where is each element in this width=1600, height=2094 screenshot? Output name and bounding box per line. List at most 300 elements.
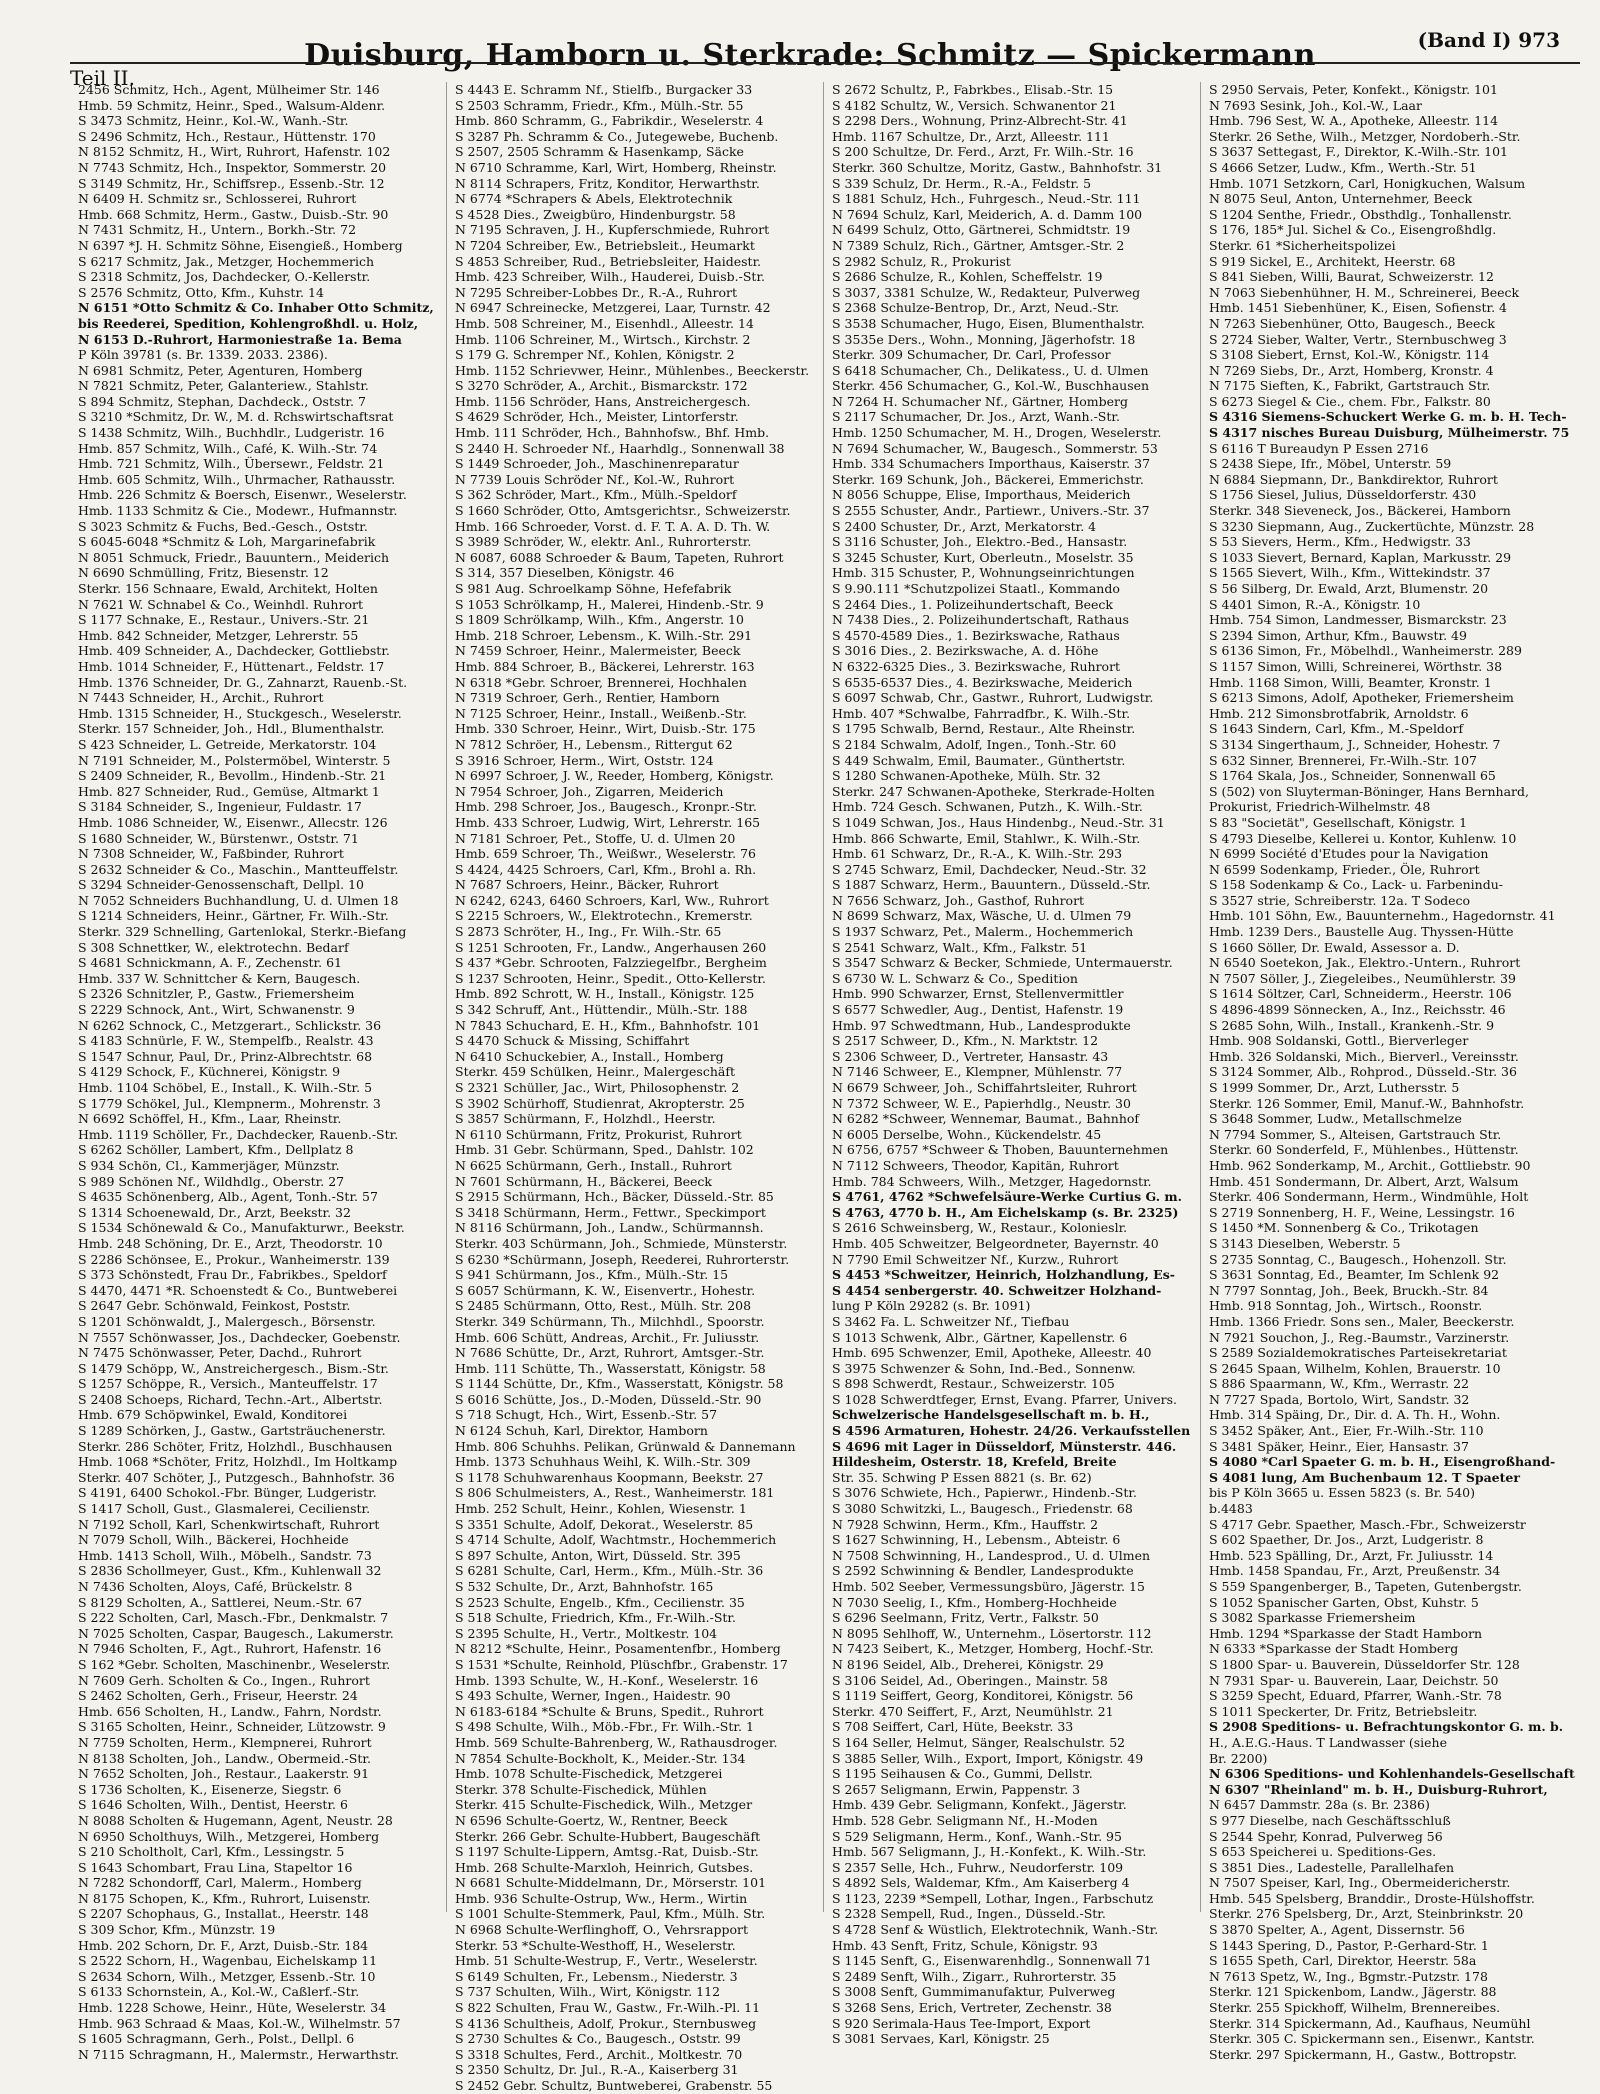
directory-entry: N 8114 Schrapers, Fritz, Konditor, Herwarthstr. — [455, 175, 760, 191]
directory-entry: Hmb. 656 Scholten, H., Landw., Fahrn, Nordstr. — [78, 1703, 382, 1719]
directory-entry: Sterkr. 403 Schürmann, Joh., Schmiede, Münsterstr. — [455, 1235, 788, 1251]
directory-entry: S 2357 Selle, Hch., Fuhrw., Neudorferstr. 109 — [832, 1859, 1124, 1875]
directory-entry: N 7921 Souchon, J., Reg.-Baumstr., Varzinerstr. — [1209, 1329, 1510, 1345]
directory-entry: S 1011 Speckerter, Dr. Fritz, Betriebsleitr. — [1209, 1703, 1478, 1719]
directory-entry: S 4443 E. Schramm Nf., Stielfb., Burgacker 33 — [455, 82, 753, 97]
directory-entry: Hmb. 754 Simon, Landmesser, Bismarckstr. 23 — [1209, 612, 1507, 628]
directory-entry: S 2719 Sonnenberg, H. F., Weine, Lessingstr. 16 — [1209, 1204, 1515, 1220]
directory-entry: N 7656 Schwarz, Joh., Gasthof, Ruhrort — [832, 892, 1085, 908]
directory-entry: Hmb. 508 Schreiner, M., Eisenhdl., Alleestr. 14 — [455, 315, 754, 331]
directory-entry: S 6133 Schornstein, A., Kol.-W., Caßlerf.-Str. — [78, 1984, 360, 2000]
directory-entry: S 1204 Senthe, Friedr., Obsthdlg., Tonhallenstr. — [1209, 206, 1512, 222]
directory-entry: S 1289 Schörken, J., Gastw., Gartsträuchenerstr. — [78, 1423, 386, 1439]
directory-entry: S 1144 Schütte, Dr., Kfm., Wasserstatt, Königstr. 58 — [455, 1376, 784, 1392]
directory-entry: S 2589 Sozialdemokratisches Parteisekretariat — [1209, 1345, 1507, 1361]
directory-entry: Hmb. 806 Schuhhs. Pelikan, Grünwald & Dannemann — [455, 1438, 796, 1454]
directory-entry: S 1013 Schwenk, Albr., Gärtner, Kapellenstr. 6 — [832, 1329, 1128, 1345]
directory-entry: S 1157 Simon, Willi, Schreinerei, Wörthstr. 38 — [1209, 658, 1503, 674]
directory-entry: S 2395 Schulte, H., Vertr., Moltkestr. 104 — [455, 1625, 718, 1641]
directory-entry: S 210 Scholtholt, Carl, Kfm., Lessingstr. 5 — [78, 1844, 345, 1860]
directory-entry: S 1881 Schulz, Hch., Fuhrgesch., Neud.-Str. 111 — [832, 191, 1141, 207]
directory-entry: Hmb. 1078 Schulte-Fischedick, Metzgerei — [455, 1766, 723, 1782]
directory-entry: S 2306 Schweer, D., Vertreter, Hansastr. 43 — [832, 1048, 1109, 1064]
directory-entry: S 8129 Scholten, A., Sattlerei, Neum.-Str. 67 — [78, 1594, 363, 1610]
directory-entry: S 4183 Schnürle, F. W., Stempelfb., Realstr. 43 — [78, 1033, 374, 1049]
directory-entry: N 6499 Schulz, Otto, Gärtnerei, Schmidtstr. 19 — [832, 222, 1131, 238]
directory-entry: S 162 *Gebr. Scholten, Maschinenbr., Weselerstr. — [78, 1656, 391, 1672]
directory-entry: S 2368 Schulze-Bentrop, Dr., Arzt, Neud.-Str. — [832, 300, 1120, 316]
directory-entry: S 894 Schmitz, Stephan, Dachdeck., Oststr. 7 — [78, 393, 366, 409]
directory-entry: N 7790 Emil Schweitzer Nf., Kurzw., Ruhrort — [832, 1251, 1119, 1267]
directory-entry: S 1145 Senft, G., Eisenwarenhdlg., Sonnenwall 71 — [832, 1953, 1152, 1969]
directory-column-3 — [824, 82, 1201, 2047]
directory-entry: S 2915 Schürmann, Hch., Bäcker, Düsseld.-Str. 85 — [455, 1189, 774, 1205]
directory-entry: Hmb. 1451 Siebenhüner, K., Eisen, Sofienstr. 4 — [1209, 300, 1507, 316]
directory-entry: Hmb. 1315 Schneider, H., Stuckgesch., Weselerstr. — [78, 705, 402, 721]
directory-entry: S 4793 Dieselbe, Kellerei u. Kontor, Kuhlenw. 10 — [1209, 830, 1517, 846]
directory-entry: S 1049 Schwan, Jos., Haus Hindenbg., Neud.-Str. 31 — [832, 814, 1165, 830]
directory-entry: S 3184 Schneider, S., Ingenieur, Fuldastr. 17 — [78, 799, 362, 815]
directory-entry: N 6950 Scholthuys, Wilh., Metzgerei, Homberg — [78, 1828, 380, 1844]
directory-entry: S 3870 Spelter, A., Agent, Dissernstr. 56 — [1209, 1922, 1465, 1938]
directory-entry: S 1660 Schröder, Otto, Amtsgerichtsr., Schweizerstr. — [455, 503, 791, 519]
directory-entry: Hmb. 918 Sonntag, Joh., Wirtsch., Roonstr. — [1209, 1298, 1483, 1314]
directory-entry: S 339 Schulz, Dr. Herm., R.-A., Feldstr. 5 — [832, 175, 1092, 191]
directory-entry: Hmb. 1119 Schöller, Fr., Dachdecker, Rauenb.-Str. — [78, 1126, 399, 1142]
directory-entry: S 1534 Schönewald & Co., Manufakturwr., Beekstr. — [78, 1220, 405, 1236]
directory-entry: N 6540 Soetekon, Jak., Elektro.-Untern., Ruhrort — [1209, 955, 1521, 971]
directory-entry: Sterkr. 314 Spickermann, Ad., Kaufhaus, Neumühl — [1209, 2015, 1531, 2031]
directory-entry: Hmb. 248 Schöning, Dr. E., Arzt, Theodorstr. 10 — [78, 1235, 383, 1251]
directory-entry: N 8056 Schuppe, Elise, Importhaus, Meiderich — [832, 487, 1131, 503]
directory-entry: S 2438 Siepe, Ifr., Möbel, Unterstr. 59 — [1209, 456, 1452, 472]
directory-entry: S 493 Schulte, Werner, Ingen., Haidestr. 90 — [455, 1688, 731, 1704]
directory-entry: S 1237 Schrooten, Heinr., Spedit., Otto-Kellerstr. — [455, 970, 766, 986]
directory-entry: S 2409 Schneider, R., Bevollm., Hindenb.-Str. 21 — [78, 768, 387, 784]
directory-entry: N 7821 Schmitz, Peter, Galanteriew., Stahlstr. — [78, 378, 369, 394]
directory-entry: S 3851 Dies., Ladestelle, Parallelhafen — [1209, 1859, 1455, 1875]
directory-entry: S 3268 Sens, Erich, Vertreter, Zechenstr. 38 — [832, 2000, 1112, 2016]
directory-entry: N 7192 Scholl, Karl, Schenkwirtschaft, Ruhrort — [78, 1516, 380, 1532]
directory-entry: S 1028 Schwerdtfeger, Ernst, Evang. Pfarrer, Univers. — [832, 1391, 1177, 1407]
directory-entry: S 2523 Schulte, Engelb., Kfm., Cecilienstr. 35 — [455, 1594, 745, 1610]
directory-entry: S 4635 Schönenberg, Alb., Agent, Tonh.-Str. 57 — [78, 1189, 378, 1205]
directory-entry: S 1605 Schragmann, Gerh., Polst., Dellpl. 6 — [78, 2031, 355, 2047]
directory-entry: N 8088 Scholten & Hugemann, Agent, Neustr. 28 — [78, 1812, 393, 1828]
directory-entry: S 2686 Schulze, R., Kohlen, Scheffelstr. 19 — [832, 269, 1103, 285]
directory-entry: N 7263 Siebenhüner, Otto, Baugesch., Beeck — [1209, 315, 1495, 331]
directory-ad-line: S 4763, 4770 b. H., Am Eichelskamp (s. Br. 2325) — [832, 1204, 1179, 1220]
directory-entry: S 1123, 2239 *Sempell, Lothar, Ingen., Farbschutz — [832, 1890, 1154, 1906]
directory-entry: N 6087, 6088 Schroeder & Baum, Tapeten, Ruhrort — [455, 549, 784, 565]
directory-entry: S 1257 Schöppe, R., Versich., Manteuffelstr. 17 — [78, 1376, 378, 1392]
directory-entry: Hmb. 1413 Scholl, Wilh., Möbelh., Sandstr. 73 — [78, 1547, 372, 1563]
directory-entry: N 6981 Schmitz, Peter, Agenturen, Homberg — [78, 362, 363, 378]
directory-entry: N 7319 Schroer, Gerh., Rentier, Hamborn — [455, 690, 720, 706]
directory-entry: S 989 Schönen Nf., Wildhdlg., Oberstr. 27 — [78, 1173, 345, 1189]
directory-entry: N 7052 Schneiders Buchhandlung, U. d. Ulmen 18 — [78, 892, 399, 908]
directory-entry: Hmb. 857 Schmitz, Wilh., Café, K. Wilh.-Str. 74 — [78, 440, 378, 456]
directory-entry: bis P Köln 3665 u. Essen 5823 (s. Br. 540) — [1209, 1485, 1475, 1501]
directory-ad-line: Schwelzerische Handelsgesellschaft m. b. H., — [832, 1407, 1150, 1423]
directory-entry: Sterkr. 456 Schumacher, G., Kol.-W., Buschhausen — [832, 378, 1150, 394]
directory-entry: Sterkr. 305 C. Spickermann sen., Eisenwr., Kantstr. — [1209, 2031, 1535, 2047]
directory-entry: S 158 Sodenkamp & Co., Lack- u. Farbenindu- — [1209, 877, 1503, 893]
directory-entry: S 841 Sieben, Willi, Baurat, Schweizerstr. 12 — [1209, 269, 1494, 285]
directory-entry: Hmb. 892 Schrott, W. H., Install., Königstr. 125 — [455, 986, 755, 1002]
directory-entry: Hmb. 866 Schwarte, Emil, Stahlwr., K. Wilh.-Str. — [832, 830, 1141, 846]
directory-entry: S 3418 Schürmann, Herm., Fettwr., Speckimport — [455, 1204, 766, 1220]
directory-entry: S 4182 Schultz, W., Versich. Schwanentor 21 — [832, 97, 1117, 113]
directory-entry: S 2328 Sempell, Rud., Ingen., Düsseld.-Str. — [832, 1906, 1106, 1922]
directory-entry: 2456 Schmitz, Hch., Agent, Mülheimer Str. 146 — [78, 82, 380, 97]
directory-entry: N 6710 Schramme, Karl, Wirt, Homberg, Rheinstr. — [455, 159, 777, 175]
directory-entry: Sterkr. 360 Schultze, Moritz, Gastw., Bahnhofstr. 31 — [832, 159, 1163, 175]
directory-entry: S 1438 Schmitz, Wilh., Buchhdlr., Ludgeristr. 16 — [78, 425, 385, 441]
directory-entry: S 653 Speicherei u. Speditions-Ges. — [1209, 1844, 1437, 1860]
directory-entry: S 1999 Sommer, Dr., Arzt, Luthersstr. 5 — [1209, 1080, 1460, 1095]
directory-entry: S 3016 Dies., 2. Bezirkswache, A. d. Höhe — [832, 643, 1099, 659]
directory-entry: Hmb. 1068 *Schöter, Fritz, Holzhdl., Im Holtkamp — [78, 1454, 398, 1470]
directory-ad-line: S 4081 lung, Am Buchenbaum 12. T Spaeter — [1209, 1469, 1520, 1485]
directory-entry: N 7727 Spada, Bortolo, Wirt, Sandstr. 32 — [1209, 1391, 1470, 1407]
directory-entry: Sterkr. 121 Spickenbom, Landw., Jägerstr. 88 — [1209, 1984, 1497, 2000]
directory-entry: Sterkr. 276 Spelsberg, Dr., Arzt, Steinbrinkstr. 20 — [1209, 1906, 1524, 1922]
directory-entry: S 1119 Seiffert, Georg, Konditorei, Königstr. 56 — [832, 1688, 1134, 1704]
directory-entry: S 3527 strie, Schreiberstr. 12a. T Sodeco — [1209, 892, 1471, 908]
directory-entry: S 3210 *Schmitz, Dr. W., M. d. Rchswirtschaftsrat — [78, 409, 394, 425]
directory-entry: Hmb. 111 Schröder, Hch., Bahnhofsw., Bhf. Hmb. — [455, 425, 770, 441]
directory-entry: S 6535-6537 Dies., 4. Bezirkswache, Meiderich — [832, 674, 1133, 690]
page-title: Duisburg, Hamborn u. Sterkrade: Schmitz — Spickermann — [304, 38, 1316, 73]
directory-entry: Sterkr. 309 Schumacher, Dr. Carl, Professor — [832, 347, 1111, 363]
directory-entry: N 7794 Sommer, S., Alteisen, Gartstrauch Str. — [1209, 1126, 1502, 1142]
directory-ad-line: S 4453 *Schweitzer, Heinrich, Holzhandlung, Es- — [832, 1267, 1175, 1283]
directory-entry: S 4191, 6400 Schokol.-Fbr. Bünger, Ludgeristr. — [78, 1485, 377, 1501]
directory-entry: S 2517 Schweer, D., Kfm., N. Marktstr. 12 — [832, 1033, 1099, 1049]
directory-entry: Str. 35. Schwing P Essen 8821 (s. Br. 62) — [832, 1469, 1092, 1485]
directory-entry: Hmb. 1167 Schultze, Dr., Arzt, Alleestr. 111 — [832, 128, 1110, 144]
directory-entry: Hmb. 721 Schmitz, Wilh., Übersewr., Feldstr. 21 — [78, 456, 385, 472]
directory-entry: S 3245 Schuster, Kurt, Oberleutn., Moselstr. 35 — [832, 549, 1134, 565]
directory-entry: N 6333 *Sparkasse der Stadt Homberg — [1209, 1641, 1459, 1657]
directory-ad-line: S 4596 Armaturen, Hohestr. 24/26. Verkaufsstellen — [832, 1423, 1191, 1439]
directory-entry: Hmb. 409 Schneider, A., Dachdecker, Gottliebstr. — [78, 643, 390, 659]
directory-entry: S 4470, 4471 *R. Schoenstedt & Co., Buntweberei — [78, 1282, 398, 1298]
directory-entry: N 6690 Schmülling, Fritz, Biesenstr. 12 — [78, 565, 329, 581]
directory-entry: N 7389 Schulz, Rich., Gärtner, Amtsger.-Str. 2 — [832, 237, 1125, 253]
directory-entry: Hmb. 61 Schwarz, Dr., R.-A., K. Wilh.-Str. 293 — [832, 846, 1123, 862]
directory-entry: S 3081 Servaes, Karl, Königstr. 25 — [832, 2031, 1050, 2047]
directory-entry: Hmb. 315 Schuster, P., Wohnungseinrichtungen — [832, 565, 1135, 581]
directory-entry: S 532 Schulte, Dr., Arzt, Bahnhofstr. 165 — [455, 1579, 714, 1594]
directory-entry: S 1887 Schwarz, Herm., Bauuntern., Düsseld.-Str. — [832, 877, 1151, 893]
directory-entry: S 920 Serimala-Haus Tee-Import, Export — [832, 2015, 1091, 2031]
directory-entry: S 6136 Simon, Fr., Möbelhdl., Wanheimerstr. 289 — [1209, 643, 1522, 659]
directory-entry: Hmb. 1152 Schrievwer, Heinr., Mühlenbes., Beeckerstr. — [455, 362, 810, 378]
directory-entry: S 4681 Schnickmann, A. F., Zechenstr. 61 — [78, 955, 343, 971]
directory-entry: S 1937 Schwarz, Pet., Malerm., Hochemmerich — [832, 924, 1134, 940]
directory-entry: S 2982 Schulz, R., Prokurist — [832, 253, 1011, 269]
directory-entry: S 2730 Schultes & Co., Baugesch., Oststr. 99 — [455, 2031, 741, 2047]
directory-entry: N 7269 Siebs, Dr., Arzt, Homberg, Kronstr. 4 — [1209, 362, 1494, 378]
directory-entry: S 3481 Späker, Heinr., Eier, Hansastr. 37 — [1209, 1438, 1469, 1454]
directory-entry: S 2555 Schuster, Andr., Partiewr., Univers.-Str. 37 — [832, 503, 1150, 519]
directory-entry: S 6116 T Bureaudyn P Essen 2716 — [1209, 440, 1429, 456]
directory-entry: N 6183-6184 *Schulte & Bruns, Spedit., Ruhrort — [455, 1703, 764, 1719]
directory-entry: S 6273 Siegel & Cie., chem. Fbr., Falkstr. 80 — [1209, 393, 1491, 409]
directory-entry: N 7443 Schneider, H., Archit., Ruhrort — [78, 690, 324, 706]
directory-entry: S 2647 Gebr. Schönwald, Feinkost, Poststr. — [78, 1298, 351, 1314]
directory-entry: N 6679 Schweer, Joh., Schiffahrtsleiter, Ruhrort — [832, 1080, 1137, 1095]
directory-entry: S 941 Schürmann, Jos., Kfm., Mülh.-Str. 15 — [455, 1267, 729, 1283]
directory-entry: S 3547 Schwarz & Becker, Schmiede, Untermauerstr. — [832, 955, 1173, 971]
directory-ad-line: S 4317 nisches Bureau Duisburg, Mülheimerstr. 75 — [1209, 425, 1570, 441]
directory-entry: S 1680 Schneider, W., Bürstenwr., Oststr. 71 — [78, 830, 359, 846]
directory-entry: Hmb. 567 Seligmann, J., H.-Konfekt., K. Wilh.-Str. — [832, 1844, 1147, 1860]
directory-entry: S 1800 Spar- u. Bauverein, Düsseldorfer Str. 128 — [1209, 1656, 1520, 1672]
directory-entry: S 1443 Spering, D., Pastor, P.-Gerhard-Str. 1 — [1209, 1937, 1489, 1953]
directory-entry: Hmb. 218 Schroer, Lebensm., K. Wilh.-Str. 291 — [455, 627, 753, 643]
directory-entry: S 3631 Sonntag, Ed., Beamter, Im Schlenk 92 — [1209, 1267, 1500, 1283]
directory-entry: S 1795 Schwalb, Bernd, Restaur., Alte Rheinstr. — [832, 721, 1136, 737]
directory-entry: N 6397 *J. H. Schmitz Söhne, Eisengieß., Homberg — [78, 237, 403, 253]
directory-entry: S 53 Sievers, Herm., Kfm., Hedwigstr. 33 — [1209, 534, 1471, 550]
directory-entry: N 7507 Speiser, Karl, Ing., Obermeidericherstr. — [1209, 1875, 1511, 1891]
directory-entry: S 3351 Schulte, Adolf, Dekorat., Weselerstr. 85 — [455, 1516, 754, 1532]
directory-entry: Hmb. 314 Späing, Dr., Dir. d. A. Th. H., Wohn. — [1209, 1407, 1501, 1423]
directory-ad-line: S 4761, 4762 *Schwefelsäure-Werke Curtius G. m. — [832, 1189, 1182, 1205]
directory-entry: S 1655 Speth, Carl, Direktor, Heerstr. 58a — [1209, 1953, 1477, 1969]
directory-entry: Hmb. 842 Schneider, Metzger, Lehrerstr. 55 — [78, 627, 359, 643]
directory-entry: Sterkr. 329 Schnelling, Gartenlokal, Sterkr.-Biefang — [78, 924, 407, 940]
directory-entry: S 6057 Schürmann, K. W., Eisenvertr., Hohestr. — [455, 1282, 756, 1298]
directory-entry: Sterkr. 169 Schunk, Joh., Bäckerei, Emmerichstr. — [832, 471, 1144, 487]
directory-entry: N 6625 Schürmann, Gerh., Install., Ruhrort — [455, 1157, 732, 1173]
directory-entry: Hmb. 59 Schmitz, Heinr., Sped., Walsum-Aldenr. — [78, 97, 386, 113]
directory-entry: S 2229 Schnock, Ant., Wirt, Schwanenstr. 9 — [78, 1002, 355, 1018]
directory-entry: H., A.E.G.-Haus. T Landwasser (siehe — [1209, 1734, 1448, 1750]
directory-entry: S 2400 Schuster, Dr., Arzt, Merkatorstr. 4 — [832, 518, 1097, 534]
directory-entry: S 308 Schnettker, W., elektrotechn. Bedarf — [78, 939, 349, 955]
directory-entry: N 6756, 6757 *Schweer & Thoben, Bauunternehmen — [832, 1142, 1169, 1158]
directory-entry: S 6045-6048 *Schmitz & Loh, Margarinefabrik — [78, 534, 376, 550]
directory-entry: Hmb. 166 Schroeder, Vorst. d. F. T. A. A. D. Th. W. — [455, 518, 771, 534]
directory-entry: Hmb. 101 Söhn, Ew., Bauunternehm., Hagedornstr. 41 — [1209, 908, 1556, 924]
directory-entry: N 7854 Schulte-Bockholt, K., Meider.-Str. 134 — [455, 1750, 746, 1766]
directory-entry: S 2408 Schoeps, Richard, Techn.-Art., Albertstr. — [78, 1391, 383, 1407]
directory-entry: Hmb. 407 *Schwalbe, Fahrradfbr., K. Wilh.-Str. — [832, 705, 1131, 721]
directory-entry: S 2950 Servais, Peter, Konfekt., Königstr. 101 — [1209, 82, 1498, 97]
directory-entry: S 2522 Schorn, H., Wagenbau, Eichelskamp 11 — [78, 1953, 378, 1969]
directory-entry: S 373 Schönstedt, Frau Dr., Fabrikbes., Speldorf — [78, 1267, 387, 1283]
directory-entry: S 2452 Gebr. Schultz, Buntweberei, Grabenstr. 55 — [455, 2078, 773, 2093]
directory-entry: S 1197 Schulte-Lippern, Amtsg.-Rat, Duisb.-Str. — [455, 1844, 759, 1860]
directory-entry: Hmb. 433 Schroer, Ludwig, Wirt, Lehrerstr. 165 — [455, 814, 761, 830]
directory-entry: Sterkr. 415 Schulte-Fischedick, Wilh., Metzger — [455, 1797, 753, 1813]
directory-entry: N 8196 Seidel, Alb., Dreherei, Königstr. 29 — [832, 1656, 1104, 1672]
directory-entry: N 8095 Sehlhoff, W., Unternehm., Lösertorstr. 112 — [832, 1625, 1152, 1641]
directory-entry: N 6457 Dammstr. 28a (s. Br. 2386) — [1209, 1797, 1430, 1813]
directory-entry: S 9.90.111 *Schutzpolizei Staatl., Kommando — [832, 581, 1120, 596]
directory-entry: S 981 Aug. Schroelkamp Söhne, Hefefabrik — [455, 581, 732, 596]
directory-entry: Hmb. 668 Schmitz, Herm., Gastw., Duisb.-Str. 90 — [78, 206, 389, 222]
directory-entry: N 7797 Sonntag, Joh., Beek, Bruckh.-Str. 84 — [1209, 1282, 1489, 1298]
directory-entry: N 7946 Scholten, F., Agt., Ruhrort, Hafenstr. 16 — [78, 1641, 382, 1657]
directory-entry: Hmb. 545 Spelsberg, Branddir., Droste-Hülshoffstr. — [1209, 1890, 1535, 1906]
directory-entry: S 3124 Sommer, Alb., Rohprod., Düsseld.-Str. 36 — [1209, 1064, 1517, 1080]
directory-entry: S 309 Schor, Kfm., Münzstr. 19 — [78, 1922, 276, 1938]
directory-entry: S 2503 Schramm, Friedr., Kfm., Mülh.-Str. 55 — [455, 97, 744, 113]
directory-entry: S 6418 Schumacher, Ch., Delikatess., U. d. Ulmen — [832, 362, 1149, 378]
directory-entry: S 602 Spaether, Dr. Jos., Arzt, Ludgeristr. 8 — [1209, 1532, 1484, 1548]
directory-entry: N 7181 Schroer, Pet., Stoffe, U. d. Ulmen 20 — [455, 830, 736, 846]
directory-entry: Hmb. 860 Schramm, G., Fabrikdir., Weselerstr. 4 — [455, 113, 764, 129]
directory-entry: S 2440 H. Schroeder Nf., Haarhdlg., Sonnenwall 38 — [455, 440, 785, 456]
directory-entry: Sterkr. 255 Spickhoff, Wilhelm, Brennereibes. — [1209, 2000, 1501, 2016]
directory-entry: N 7812 Schröer, H., Lebensm., Rittergut 62 — [455, 736, 733, 752]
directory-entry: N 7739 Louis Schröder Nf., Kol.-W., Ruhrort — [455, 471, 735, 487]
directory-entry: N 7195 Schraven, J. H., Kupferschmiede, Ruhrort — [455, 222, 770, 238]
directory-entry: S 362 Schröder, Mart., Kfm., Mülh.-Speldorf — [455, 487, 737, 503]
directory-entry: S 3106 Seidel, Ad., Oberingen., Mainstr. 58 — [832, 1672, 1108, 1688]
directory-entry: Hmb. 1250 Schumacher, M. H., Drogen, Weselerstr. — [832, 425, 1162, 441]
directory-entry: S 1646 Scholten, Wilh., Dentist, Heerstr. 6 — [78, 1797, 348, 1813]
directory-entry: S 1314 Schoenewald, Dr., Arzt, Beekstr. 32 — [78, 1204, 351, 1220]
directory-entry: S 2298 Ders., Wohnung, Prinz-Albrecht-Str. 41 — [832, 113, 1128, 129]
directory-entry: S 3037, 3381 Schulze, W., Redakteur, Pulverweg — [832, 284, 1141, 300]
directory-entry: N 7431 Schmitz, H., Untern., Borkh.-Str. 72 — [78, 222, 357, 238]
directory-entry: S 2496 Schmitz, Hch., Restaur., Hüttenstr. 170 — [78, 128, 376, 144]
directory-entry: S 56 Silberg, Dr. Ewald, Arzt, Blumenstr. 20 — [1209, 581, 1489, 596]
directory-entry: S 4728 Senf & Wüstlich, Elektrotechnik, Wanh.-Str. — [832, 1922, 1159, 1938]
directory-entry: Hmb. 405 Schweitzer, Belgeordneter, Bayernstr. 40 — [832, 1235, 1159, 1251]
directory-entry: S 1033 Sievert, Bernard, Kaplan, Markusstr. 29 — [1209, 549, 1512, 565]
directory-entry: N 7308 Schneider, W., Faßbinder, Ruhrort — [78, 846, 344, 862]
directory-entry: S 314, 357 Dieselben, Königstr. 46 — [455, 565, 675, 581]
directory-entry: N 7191 Schneider, M., Polstermöbel, Winterstr. 5 — [78, 752, 391, 768]
directory-entry: S 4717 Gebr. Spaether, Masch.-Fbr., Schweizerstr — [1209, 1516, 1526, 1532]
directory-entry: Hmb. 97 Schwedtmann, Hub., Landesprodukte — [832, 1017, 1131, 1033]
directory-entry: Hmb. 1014 Schneider, F., Hüttenart., Feldstr. 17 — [78, 658, 385, 674]
directory-entry: S 2541 Schwarz, Walt., Kfm., Falkstr. 51 — [832, 939, 1088, 955]
directory-entry: Hmb. 659 Schroer, Th., Weißwr., Weselerstr. 76 — [455, 846, 757, 862]
directory-entry: Hmb. 268 Schulte-Marxloh, Heinrich, Gutsbes. — [455, 1859, 754, 1875]
directory-ad-line: S 4696 mit Lager in Düsseldorf, Münsterstr. 446. — [832, 1438, 1177, 1454]
directory-entry: S 529 Seligmann, Herm., Konf., Wanh.-Str. 95 — [832, 1828, 1122, 1844]
directory-entry: Hmb. 936 Schulte-Ostrup, Ww., Herm., Wirtin — [455, 1890, 748, 1906]
directory-entry: Hmb. 1376 Schneider, Dr. G., Zahnarzt, Rauenb.-St. — [78, 674, 408, 690]
directory-entry: Hmb. 695 Schwenzer, Emil, Apotheke, Alleestr. 40 — [832, 1345, 1152, 1361]
directory-entry: Hmb. 1228 Schowe, Heinr., Hüte, Weselerstr. 34 — [78, 2000, 387, 2016]
directory-entry: S 3473 Schmitz, Heinr., Kol.-W., Wanh.-Str. — [78, 113, 349, 129]
directory-entry: Sterkr. 297 Spickermann, H., Gastw., Bottropstr. — [1209, 2046, 1517, 2062]
directory-entry: S 2632 Schneider & Co., Maschin., Mantteuffelstr. — [78, 861, 399, 877]
directory-entry: S 2873 Schröter, H., Ing., Fr. Wilh.-Str. 65 — [455, 924, 722, 940]
directory-columns — [70, 82, 1580, 2093]
directory-entry: S 222 Scholten, Carl, Masch.-Fbr., Denkmalstr. 7 — [78, 1610, 389, 1626]
directory-entry: S 718 Schugt, Hch., Wirt, Essenb.-Str. 57 — [455, 1407, 718, 1423]
directory-entry: Hmb. 605 Schmitz, Wilh., Uhrmacher, Rathausstr. — [78, 471, 396, 487]
directory-entry: S 1449 Schroeder, Joh., Maschinenreparatur — [455, 456, 739, 472]
directory-entry: S 3637 Settegast, F., Direktor, K.-Wilh.-Str. 101 — [1209, 144, 1508, 160]
directory-entry: Hmb. 1071 Setzkorn, Carl, Honigkuchen, Walsum — [1209, 175, 1526, 191]
directory-entry: S 6097 Schwab, Chr., Gastwr., Ruhrort, Ludwigstr. — [832, 690, 1154, 706]
directory-entry: Hmb. 1294 *Sparkasse der Stadt Hamborn — [1209, 1625, 1483, 1641]
directory-entry: Hmb. 1366 Friedr. Sons sen., Maler, Beeckerstr. — [1209, 1313, 1515, 1329]
directory-entry: S 3975 Schwenzer & Sohn, Ind.-Bed., Sonnenw. — [832, 1360, 1136, 1376]
directory-entry: S 6213 Simons, Adolf, Apotheker, Friemersheim — [1209, 690, 1514, 706]
directory-entry: S 737 Schulten, Wilh., Wirt, Königstr. 112 — [455, 1984, 721, 2000]
directory-entry: N 8699 Schwarz, Max, Wäsche, U. d. Ulmen 79 — [832, 908, 1132, 924]
directory-entry: S 1280 Schwanen-Apotheke, Mülh. Str. 32 — [832, 768, 1101, 784]
directory-entry: S 708 Seiffert, Carl, Hüte, Beekstr. 33 — [832, 1719, 1074, 1735]
directory-entry: S 3885 Seller, Wilh., Export, Import, Königstr. 49 — [832, 1750, 1144, 1766]
directory-entry: S 423 Schneider, L. Getreide, Merkatorstr. 104 — [78, 736, 377, 752]
directory-entry: S 342 Schruff, Ant., Hüttendir., Mülh.-Str. 188 — [455, 1002, 748, 1018]
directory-entry: S 2836 Schollmeyer, Gust., Kfm., Kuhlenwall 32 — [78, 1563, 382, 1579]
directory-entry: N 7372 Schweer, W. E., Papierhdlg., Neustr. 30 — [832, 1095, 1131, 1111]
directory-entry: S 449 Schwalm, Emil, Baumater., Günthertstr. — [832, 752, 1126, 768]
directory-entry: N 7282 Schondorff, Carl, Malerm., Homberg — [78, 1875, 362, 1891]
directory-entry: S 3023 Schmitz & Fuchs, Bed.-Gesch., Oststr. — [78, 518, 368, 534]
directory-ad-line: S 4080 *Carl Spaeter G. m. b. H., Eisengroßhand- — [1209, 1454, 1556, 1470]
directory-entry: Sterkr. 406 Sondermann, Herm., Windmühle, Holt — [1209, 1189, 1529, 1205]
directory-entry: N 7112 Schweers, Theodor, Kapitän, Ruhrort — [832, 1157, 1119, 1173]
directory-entry: S 1251 Schrooten, Fr., Landw., Angerhausen 260 — [455, 939, 767, 955]
directory-entry: S 822 Schulten, Frau W., Gastw., Fr.-Wilh.-Pl. 11 — [455, 2000, 761, 2016]
directory-entry: S 934 Schön, Cl., Kammerjäger, Münzstr. — [78, 1157, 340, 1173]
directory-entry: Hmb. 724 Gesch. Schwanen, Putzh., K. Wilh.-Str. — [832, 799, 1143, 815]
directory-entry: S 3902 Schürhoff, Studienrat, Akropterstr. 25 — [455, 1095, 745, 1111]
directory-entry: S 2735 Sonntag, C., Baugesch., Hohenzoll. Str. — [1209, 1251, 1507, 1267]
directory-entry: S 4892 Sels, Waldemar, Kfm., Am Kaiserberg 4 — [832, 1875, 1130, 1891]
directory-entry: Hmb. 963 Schraad & Maas, Kol.-W., Wilhelmstr. 57 — [78, 2015, 401, 2031]
directory-entry: S 3287 Ph. Schramm & Co., Jutegewebe, Buchenb. — [455, 128, 779, 144]
directory-entry: S 1531 *Schulte, Reinhold, Plüschfbr., Grabenstr. 17 — [455, 1656, 788, 1672]
directory-entry: N 6999 Société d'Etudes pour la Navigation — [1209, 846, 1489, 862]
directory-entry: S 498 Schulte, Wilh., Möb.-Fbr., Fr. Wilh.-Str. 1 — [455, 1719, 754, 1735]
directory-ad-line: N 6307 "Rheinland" m. b. H., Duisburg-Ruhrort, — [1209, 1781, 1548, 1797]
directory-entry: S 3857 Schürmann, F., Holzhdl., Heerstr. — [455, 1111, 716, 1127]
directory-entry: S 632 Sinner, Brennerei, Fr.-Wilh.-Str. 107 — [1209, 752, 1478, 768]
directory-entry: S 6281 Schulte, Carl, Herm., Kfm., Mülh.-Str. 36 — [455, 1563, 764, 1579]
directory-entry: S 2464 Dies., 1. Polizeihundertschaft, Beeck — [832, 596, 1113, 612]
directory-entry: S 3165 Scholten, Heinr., Schneider, Lützowstr. 9 — [78, 1719, 386, 1735]
directory-entry: N 6997 Schroer, J. W., Reeder, Homberg, Königstr. — [455, 768, 774, 784]
directory-entry: S 4570-4589 Dies., 1. Bezirkswache, Rathaus — [832, 627, 1120, 643]
directory-entry: N 7508 Schwinning, H., Landesprod., U. d. Ulmen — [832, 1547, 1151, 1563]
directory-entry: Sterkr. 378 Schulte-Fischedick, Mühlen — [455, 1781, 707, 1797]
directory-entry: S 6217 Schmitz, Jak., Metzger, Hochemmerich — [78, 253, 375, 269]
directory-entry: S 3076 Schwiete, Hch., Papierwr., Hindenb.-Str. — [832, 1485, 1137, 1501]
directory-entry: Hmb. 334 Schumachers Importhaus, Kaiserstr. 37 — [832, 456, 1151, 472]
directory-entry: S 6149 Schulten, Fr., Lebensm., Niederstr. 3 — [455, 1968, 738, 1984]
directory-entry: S 2184 Schwalm, Adolf, Ingen., Tonh.-Str. 60 — [832, 736, 1117, 752]
directory-entry: Sterkr. 126 Sommer, Emil, Manuf.-W., Bahnhofstr. — [1209, 1095, 1525, 1111]
directory-entry: N 7459 Schroer, Heinr., Malermeister, Beeck — [455, 643, 741, 659]
directory-entry: Hmb. 1133 Schmitz & Cie., Modewr., Hufmannstr. — [78, 503, 398, 519]
directory-entry: S 3538 Schumacher, Hugo, Eisen, Blumenthalstr. — [832, 315, 1145, 331]
directory-entry: Hmb. 31 Gebr. Schürmann, Sped., Dahlstr. 102 — [455, 1142, 754, 1158]
directory-entry: S 2576 Schmitz, Otto, Kfm., Kuhstr. 14 — [78, 284, 324, 300]
directory-ad-line: bis Reederei, Spedition, Kohlengroßhdl. u. Holz, — [78, 315, 419, 331]
directory-entry: Hmb. 226 Schmitz & Boersch, Eisenwr., Weselerstr. — [78, 487, 407, 503]
directory-entry: S 2724 Sieber, Walter, Vertr., Sternbuschweg 3 — [1209, 331, 1507, 347]
directory-entry: N 7030 Seelig, I., Kfm., Homberg-Hochheide — [832, 1594, 1117, 1610]
directory-entry: Sterkr. 26 Sethe, Wilh., Metzger, Nordoberh.-Str. — [1209, 128, 1521, 144]
directory-entry: S 2544 Spehr, Konrad, Pulverweg 56 — [1209, 1828, 1443, 1844]
